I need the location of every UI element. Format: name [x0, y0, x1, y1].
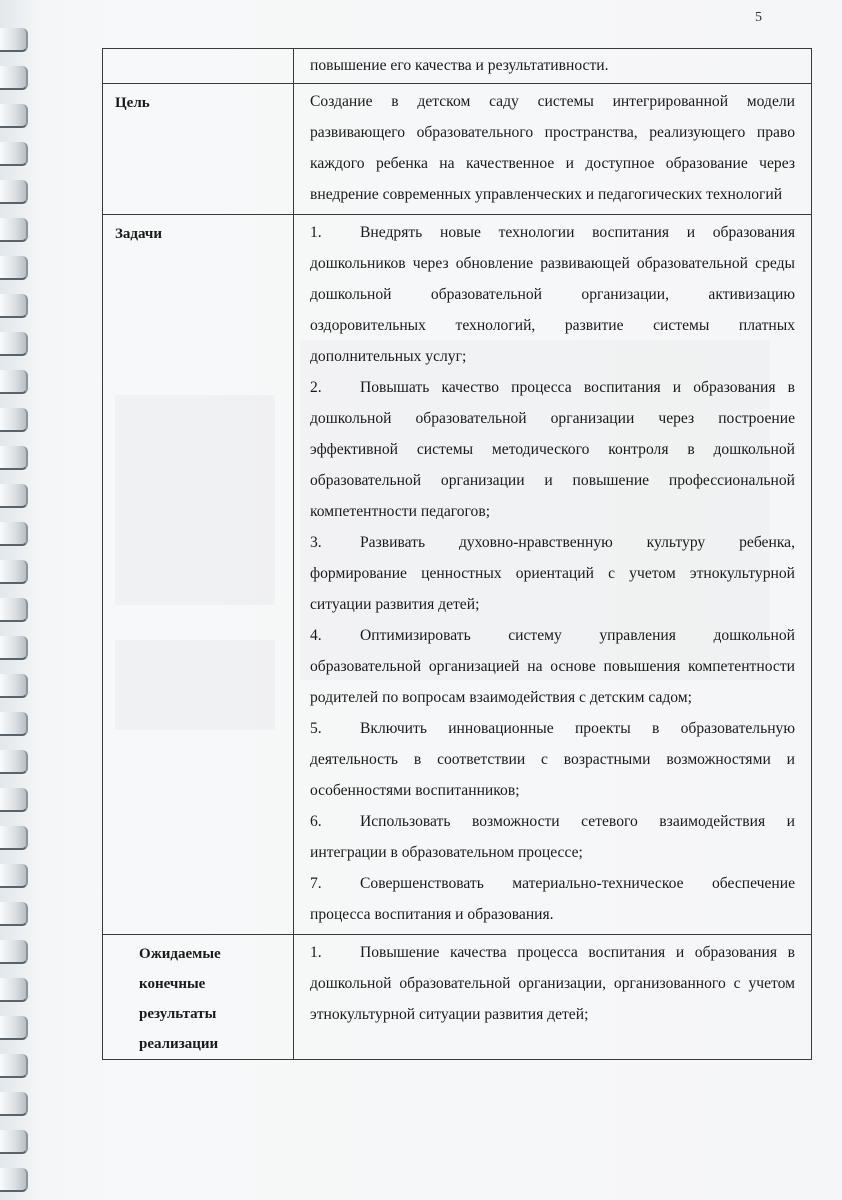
task-text: Включить инновационные проекты в образовательную деятельность в соответствии с возрастными возможностями и особенностями воспитанников;: [310, 720, 795, 799]
result-text: Повышение качества процесса воспитания и образования в дошкольной образовательной организации, организованного с учетом этнокультурной ситуации развития детей;: [310, 944, 795, 1023]
binding-ring: [0, 826, 28, 850]
binding-ring: [0, 978, 28, 1002]
binding-ring: [0, 1168, 28, 1192]
task-item-5: [310, 713, 795, 806]
results-list: [294, 935, 811, 1034]
task-number: 1.: [310, 224, 322, 241]
goal-label-cell: [103, 84, 294, 215]
tasks-list: [294, 215, 811, 934]
result-item-1: [310, 937, 795, 1030]
results-label: Ожидаемые конечные результаты реализации: [139, 946, 221, 1052]
binding-ring: [0, 408, 28, 432]
binding-ring: [0, 370, 28, 394]
task-text: Внедрять новые технологии воспитания и образования дошкольников через обновление развивающей образовательной среды дошкольной образовательной организации, активизацию оздоровительных технологий, развитие системы платных дополнительных услуг;: [310, 224, 795, 365]
binding-ring: [0, 28, 28, 52]
binding-ring: [0, 674, 28, 698]
task-text: Развивать духовно-нравственную культуру ребенка, формирование ценностных ориентаций с учетом этнокультурной ситуации развития детей;: [310, 534, 795, 613]
task-number: 6.: [310, 813, 322, 830]
results-label-cell: [103, 935, 294, 1060]
binding-ring: [0, 256, 28, 280]
goal-text: Создание в детском саду системы интегрированной модели развивающего образовательного пространства, реализующего право каждого ребенка на качественное и доступное образование через внедрение современных управленческих и педагогических технологий: [310, 93, 795, 203]
task-number: 3.: [310, 534, 322, 551]
goal-label: Цель: [115, 95, 150, 111]
task-text: Совершенствовать материально-техническое обеспечение процесса воспитания и образования.: [310, 875, 795, 923]
table-row-intro: [103, 49, 812, 84]
binding-ring: [0, 1054, 28, 1078]
binding-ring: [0, 142, 28, 166]
passport-table: [102, 48, 812, 1060]
binding-ring: [0, 750, 28, 774]
result-number: 1.: [310, 944, 322, 961]
binding-ring: [0, 864, 28, 888]
task-number: 2.: [310, 379, 322, 396]
page-number: 5: [755, 10, 762, 25]
tasks-label: Задачи: [115, 226, 163, 242]
intro-label-cell: [103, 49, 294, 84]
binding-ring: [0, 180, 28, 204]
task-number: 4.: [310, 627, 322, 644]
binding-ring: [0, 1016, 28, 1040]
task-item-1: [310, 217, 795, 372]
task-text: Использовать возможности сетевого взаимодействия и интеграции в образовательном процессе;: [310, 813, 795, 861]
binding-ring: [0, 598, 28, 622]
binding-ring: [0, 294, 28, 318]
binding-ring: [0, 446, 28, 470]
table-row-goal: [103, 84, 812, 215]
task-number: 7.: [310, 875, 322, 892]
task-number: 5.: [310, 720, 322, 737]
binding-ring: [0, 940, 28, 964]
binding-ring: [0, 484, 28, 508]
binding-ring: [0, 712, 28, 736]
binding-ring: [0, 218, 28, 242]
binding-ring: [0, 902, 28, 926]
task-text: Повышать качество процесса воспитания и образования в дошкольной образовательной организации через построение эффективной системы методического контроля в дошкольной образовательной организации и повышение профессиональной компетентности педагогов;: [310, 379, 795, 520]
binding-ring: [0, 1130, 28, 1154]
task-item-2: [310, 372, 795, 527]
table-row-tasks: [103, 215, 812, 935]
results-content-cell: [294, 935, 812, 1060]
task-text: Оптимизировать систему управления дошкольной образовательной организацией на основе повышения компетентности родителей по вопросам взаимодействия с детским садом;: [310, 627, 795, 706]
intro-content-cell: [294, 49, 812, 84]
task-item-4: [310, 620, 795, 713]
binding-ring: [0, 104, 28, 128]
binding-ring: [0, 66, 28, 90]
spiral-binding: [0, 0, 34, 1200]
binding-ring: [0, 522, 28, 546]
binding-ring: [0, 332, 28, 356]
table-row-results: [103, 935, 812, 1060]
task-item-6: [310, 806, 795, 868]
tasks-content-cell: [294, 215, 812, 935]
tasks-label-cell: [103, 215, 294, 935]
binding-ring: [0, 636, 28, 660]
task-item-7: [310, 868, 795, 930]
task-item-3: [310, 527, 795, 620]
intro-text: повышение его качества и результативности.: [310, 57, 609, 74]
binding-ring: [0, 560, 28, 584]
intro-label: [103, 49, 293, 53]
binding-ring: [0, 788, 28, 812]
binding-ring: [0, 1092, 28, 1116]
goal-content-cell: [294, 84, 812, 215]
